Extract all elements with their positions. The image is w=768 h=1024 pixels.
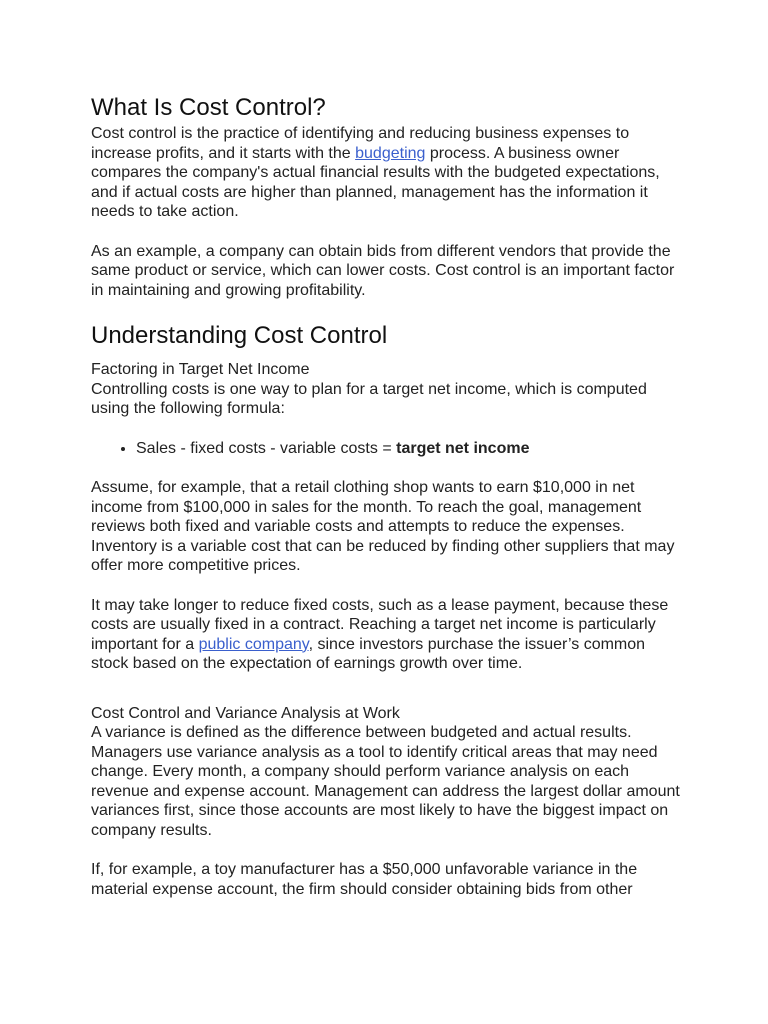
paragraph-target-net-income: Controlling costs is one way to plan for a target net income, which is computed using the following formula: [91, 380, 647, 417]
subheading-target-net-income: Factoring in Target Net Income [91, 361, 310, 378]
paragraph-fixed-costs [91, 596, 681, 674]
paragraph-definition-text-2: process. A business owner compares the company's actual financial results with the budgeted expectations, and if actual costs are higher than planned, management has the information it needs to take action. [91, 144, 660, 220]
formula-list [91, 439, 681, 459]
subheading-variance-analysis: Cost Control and Variance Analysis at Work [91, 704, 400, 722]
document-page [91, 92, 681, 899]
paragraph-retail-example: Assume, for example, that a retail clothing shop wants to earn $10,000 in net income from $100,000 in sales for the month. To reach the goal, management reviews both fixed and variable costs and attempts to reduce the expenses. Inventory is a variable cost that can be reduced by finding other suppliers that may offer more competitive prices. [91, 479, 675, 574]
public-company-link[interactable]: public company [198, 635, 309, 653]
paragraph-definition [91, 124, 681, 222]
paragraph-example: As an example, a company can obtain bids from different vendors that provide the same product or service, which can lower costs. Cost control is an important factor in maintaining and growing profitability. [91, 242, 675, 299]
paragraph-variance-definition: A variance is defined as the difference between budgeted and actual results. Managers use variance analysis as a tool to identify critical areas that may need change. Every month, a company should perform variance analysis on each revenue and expense account. Management can address the largest dollar amount variances first, since those accounts are most likely to have the biggest impact on company results. [91, 724, 680, 839]
formula-text: Sales - fixed costs - variable costs = [136, 439, 397, 457]
paragraph-definition-text-1: Cost control is the practice of identifying and reducing business expenses to increase profits, and it starts with the [91, 125, 630, 162]
formula-item [136, 439, 681, 459]
paragraph-fixed-costs-text-1: It may take longer to reduce fixed costs, such as a lease payment, because these costs are usually fixed in a contract. Reaching a target net income is particularly important for a [91, 596, 669, 653]
formula-result: target net income [396, 439, 530, 457]
paragraph-fixed-costs-text-2: , since investors purchase the issuer’s common stock based on the expectation of earnings growth over time. [91, 635, 646, 672]
heading-what-is-cost-control: What Is Cost Control? [91, 94, 326, 121]
paragraph-toy-example: If, for example, a toy manufacturer has a $50,000 unfavorable variance in the material expense account, the firm should consider obtaining bids from other [91, 861, 638, 898]
heading-understanding-cost-control: Understanding Cost Control [91, 322, 388, 349]
budgeting-link[interactable]: budgeting [355, 144, 426, 162]
